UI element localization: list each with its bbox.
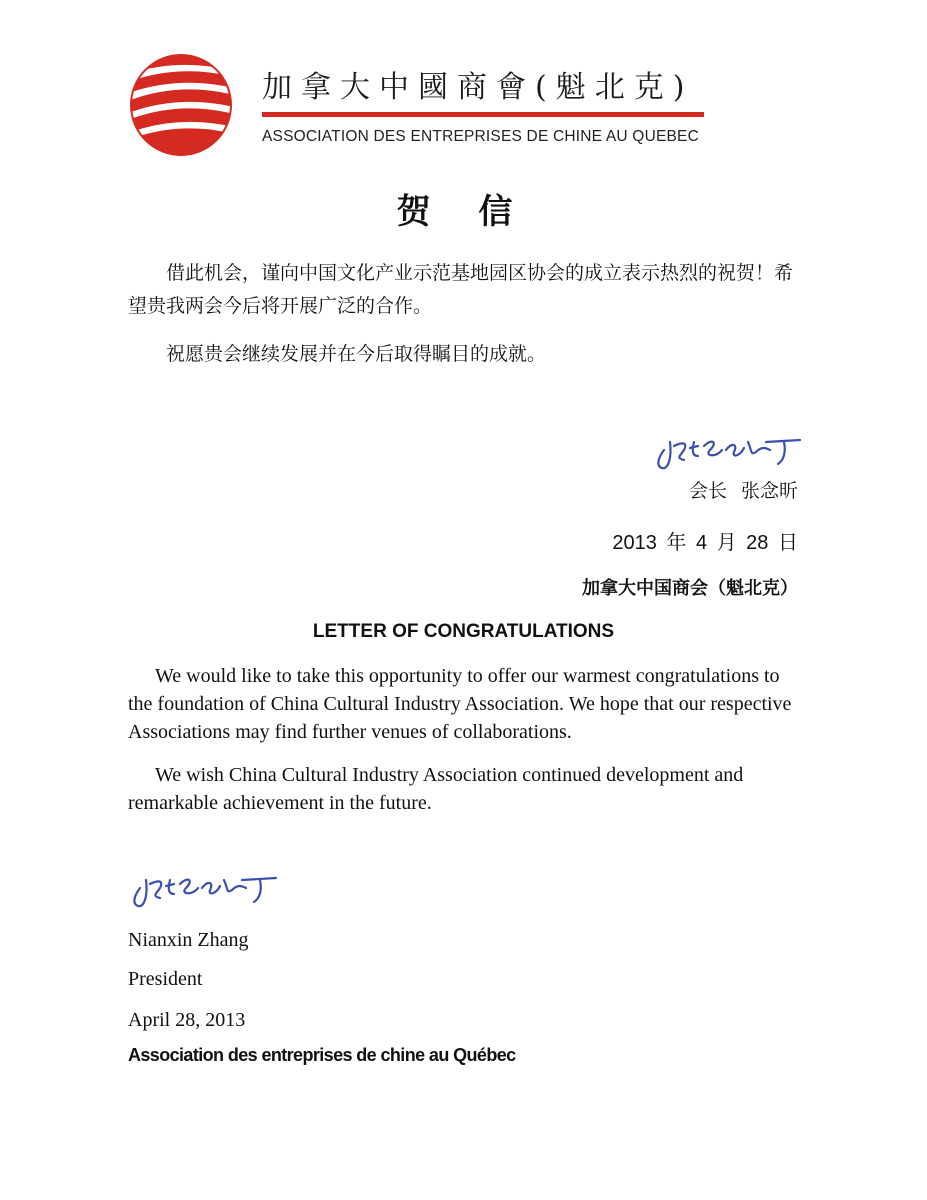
cn-paragraph-2: 祝愿贵会继续发展并在今后取得瞩目的成就。	[166, 343, 547, 365]
en-signer-name: Nianxin Zhang	[128, 929, 249, 951]
cn-organization: 加拿大中国商会（魁北克）	[582, 578, 798, 599]
en-organization: Association des entreprises de chine au Québec	[128, 1045, 516, 1065]
letterhead-divider	[262, 112, 704, 117]
en-date: April 28, 2013	[128, 1009, 246, 1031]
org-name-cn: 加拿大中國商會(魁北克)	[262, 70, 694, 105]
letter-title-cn: 贺 信	[396, 192, 531, 232]
en-paragraph-2: We wish China Cultural Industry Association continued development and remarkable achievement in the future.	[128, 764, 744, 814]
association-logo-icon	[128, 52, 234, 158]
org-name-fr: ASSOCIATION DES ENTREPRISES DE CHINE AU QUEBEC	[262, 128, 699, 145]
cn-signer: 会长 张念昕	[688, 480, 798, 502]
signature-icon	[654, 428, 804, 478]
signature-icon	[130, 866, 280, 916]
cn-paragraph-1: 借此机会，谨向中国文化产业示范基地园区协会的成立表示热烈的祝贺！希望贵我两会今后将开展广泛的合作。	[128, 262, 794, 317]
en-paragraph-1: We would like to take this opportunity to offer our warmest congratulations to the foundation of China Cultural Industry Association. We hope that our respective Associations may find further venues of collaborations.	[128, 665, 792, 743]
letter-title-en: LETTER OF CONGRATULATIONS	[312, 621, 615, 642]
cn-date: 2013 年 4 月 28 日	[612, 532, 798, 554]
en-signer-role: President	[128, 968, 203, 990]
